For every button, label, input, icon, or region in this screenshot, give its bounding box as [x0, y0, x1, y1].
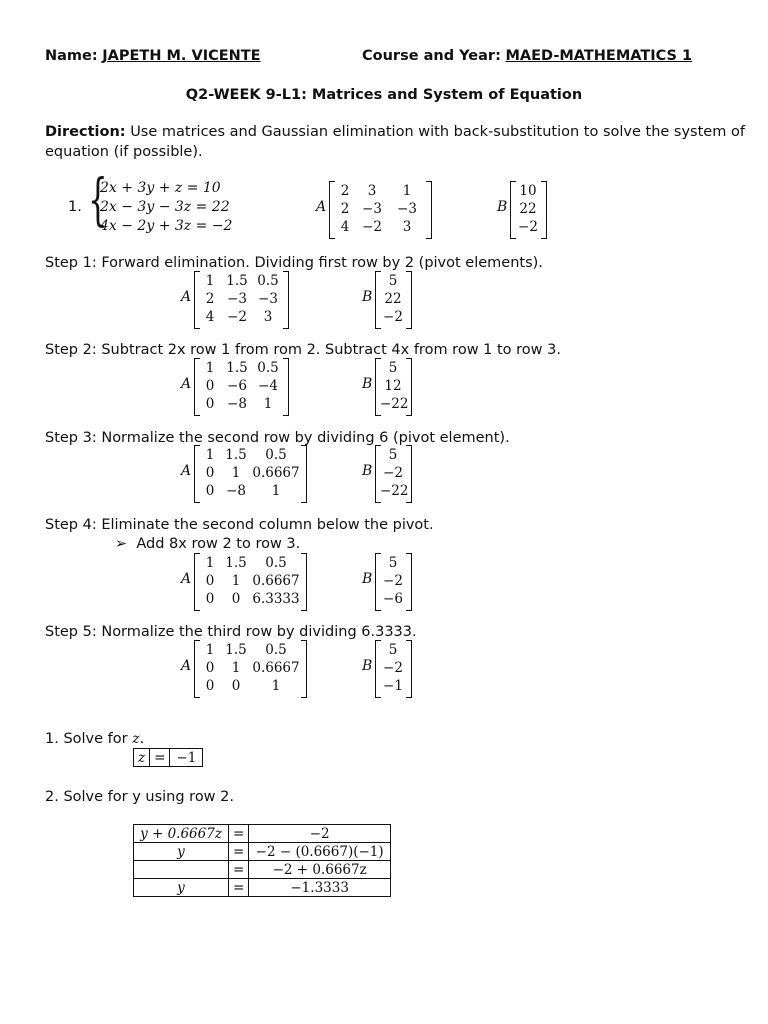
- y-cell: y: [134, 879, 229, 897]
- matrix-cell: 1: [402, 183, 412, 199]
- matrix-label: A: [181, 376, 192, 392]
- matrix-cell: 6.3333: [252, 591, 300, 607]
- direction-label: Direction:: [45, 124, 126, 140]
- matrix-cell: −2: [383, 573, 403, 589]
- matrix-cell: 1: [205, 447, 215, 463]
- solve-z-var: z: [132, 731, 140, 747]
- matrix-cell: −2: [383, 309, 403, 325]
- matrix-cell: 5: [388, 642, 398, 658]
- solve-z-heading: 1. Solve for z.: [45, 731, 145, 747]
- y-cell: =: [229, 861, 249, 879]
- step-3-text: Step 3: Normalize the second row by dividing 6 (pivot element).: [45, 430, 510, 446]
- matrix-cell: −2: [227, 309, 247, 325]
- right-bracket: [541, 181, 547, 239]
- matrix-label: B: [362, 571, 373, 587]
- matrix-cell: 12: [384, 378, 402, 394]
- matrix-label: A: [181, 571, 192, 587]
- direction-text: Use matrices and Gaussian elimination with back-substitution to solve the system of: [130, 124, 745, 140]
- y-cell: −2: [249, 825, 391, 843]
- matrix-cell: 0: [205, 483, 215, 499]
- name-label: Name:: [45, 48, 98, 64]
- matrix-label: A: [181, 289, 192, 305]
- matrix-cell: 1.5: [226, 360, 248, 376]
- direction-line1: [45, 124, 745, 140]
- y-table: [133, 824, 391, 897]
- name-line: [45, 48, 261, 64]
- y-cell: =: [229, 879, 249, 897]
- table-row: [134, 843, 391, 861]
- matrix-cell: 0.5: [265, 642, 287, 658]
- matrix-cell: 0: [205, 660, 215, 676]
- course-label: Course and Year:: [362, 48, 501, 64]
- right-bracket: [301, 640, 307, 698]
- matrix-cell: −3: [362, 201, 382, 217]
- matrix-cell: 1: [205, 642, 215, 658]
- z-table: [133, 748, 203, 767]
- matrix-cell: 1.5: [225, 447, 247, 463]
- matrix-cell: −2: [383, 660, 403, 676]
- matrix-cell: 0: [231, 591, 241, 607]
- step-2-text: Step 2: Subtract 2x row 1 from rom 2. Subtract 4x from row 1 to row 3.: [45, 342, 561, 358]
- matrix-cell: −8: [227, 396, 247, 412]
- equation-system: [88, 168, 248, 239]
- matrix-cell: 10: [519, 183, 537, 199]
- matrix-cell: 1: [231, 465, 241, 481]
- matrix-cell: 0.6667: [252, 573, 300, 589]
- matrix-label: B: [497, 199, 508, 215]
- matrix-cell: 0: [205, 465, 215, 481]
- right-bracket: [426, 181, 432, 239]
- matrix-cell: 1: [263, 396, 273, 412]
- matrix-cell: 0: [205, 678, 215, 694]
- matrix-cell: 2: [340, 201, 350, 217]
- matrix-cell: 1: [271, 678, 281, 694]
- matrix-cell: 2: [205, 291, 215, 307]
- equation-1: 2x + 3y + z = 10: [100, 180, 221, 196]
- name-value: JAPETH M. VICENTE: [102, 48, 261, 64]
- course-line: [362, 48, 692, 64]
- right-bracket: [301, 553, 307, 611]
- matrix-cell: 4: [205, 309, 215, 325]
- y-cell: =: [229, 825, 249, 843]
- matrix-cell: 0: [205, 396, 215, 412]
- z-cell-val: −1: [170, 749, 203, 767]
- right-bracket: [283, 358, 289, 416]
- matrix-cell: 3: [367, 183, 377, 199]
- matrix-cell: 22: [519, 201, 537, 217]
- matrix-cell: 0.5: [257, 273, 279, 289]
- matrix-cell: 0.6667: [252, 660, 300, 676]
- matrix-cell: 1: [231, 660, 241, 676]
- matrix-cell: 3: [402, 219, 412, 235]
- y-cell: [134, 861, 229, 879]
- matrix-cell: 1.5: [226, 273, 248, 289]
- matrix-cell: 0: [231, 678, 241, 694]
- matrix-cell: −2: [518, 219, 538, 235]
- solve-z-text: 1. Solve for: [45, 731, 133, 747]
- table-row: [134, 861, 391, 879]
- matrix-label: B: [362, 463, 373, 479]
- matrix-cell: 0.6667: [252, 465, 300, 481]
- matrix-cell: −6: [227, 378, 247, 394]
- matrix-cell: −1: [383, 678, 403, 694]
- right-bracket: [406, 553, 412, 611]
- right-bracket: [283, 271, 289, 329]
- matrix-cell: 5: [388, 360, 398, 376]
- course-value: MAED-MATHEMATICS 1: [505, 48, 693, 64]
- matrix-cell: 5: [388, 273, 398, 289]
- table-row: [134, 879, 391, 897]
- solve-y-heading: 2. Solve for y using row 2.: [45, 789, 234, 805]
- step-1-text: Step 1: Forward elimination. Dividing first row by 2 (pivot elements).: [45, 255, 543, 271]
- right-bracket: [301, 445, 307, 503]
- right-bracket: [406, 640, 412, 698]
- matrix-label: A: [181, 463, 192, 479]
- y-cell: =: [229, 843, 249, 861]
- matrix-label: B: [362, 658, 373, 674]
- matrix-cell: 2: [340, 183, 350, 199]
- step-4-bullet-text: Add 8x row 2 to row 3.: [136, 536, 301, 552]
- z-cell-var: z: [134, 749, 150, 767]
- matrix-cell: 22: [384, 291, 402, 307]
- table-row: [134, 749, 203, 767]
- matrix-cell: −6: [383, 591, 403, 607]
- matrix-cell: −3: [397, 201, 417, 217]
- y-cell: y + 0.6667z: [134, 825, 229, 843]
- equation-2: 2x − 3y − 3z = 22: [100, 199, 230, 215]
- matrix-cell: 3: [263, 309, 273, 325]
- page-title: Q2-WEEK 9-L1: Matrices and System of Equation: [185, 87, 583, 103]
- matrix-cell: −2: [383, 465, 403, 481]
- matrix-cell: 1.5: [225, 642, 247, 658]
- matrix-cell: −8: [226, 483, 246, 499]
- brace-icon: {: [88, 168, 108, 233]
- matrix-cell: 5: [388, 555, 398, 571]
- matrix-cell: 1: [205, 555, 215, 571]
- matrix-cell: −22: [380, 483, 409, 499]
- z-cell-eq: =: [150, 749, 170, 767]
- arrow-bullet-icon: ➢: [115, 536, 128, 552]
- matrix-cell: 1: [271, 483, 281, 499]
- matrix-cell: 5: [388, 447, 398, 463]
- step-5-text: Step 5: Normalize the third row by dividing 6.3333.: [45, 624, 417, 640]
- matrix-cell: 4: [340, 219, 350, 235]
- matrix-cell: −3: [258, 291, 278, 307]
- problem-number: 1.: [68, 199, 82, 215]
- equation-3: 4x − 2y + 3z = −2: [100, 218, 233, 234]
- matrix-cell: 1.5: [225, 555, 247, 571]
- y-cell: −2 − (0.6667)(−1): [249, 843, 391, 861]
- matrix-cell: 0.5: [257, 360, 279, 376]
- matrix-label: A: [181, 658, 192, 674]
- matrix-label: B: [362, 289, 373, 305]
- matrix-label: B: [362, 376, 373, 392]
- matrix-cell: −2: [362, 219, 382, 235]
- y-cell: −1.3333: [249, 879, 391, 897]
- y-cell: y: [134, 843, 229, 861]
- matrix-cell: −3: [227, 291, 247, 307]
- matrix-cell: 1: [205, 273, 215, 289]
- table-row: [134, 825, 391, 843]
- matrix-cell: 0: [205, 573, 215, 589]
- right-bracket: [406, 271, 412, 329]
- matrix-cell: 0.5: [265, 447, 287, 463]
- matrix-cell: 0: [205, 591, 215, 607]
- matrix-cell: 1: [205, 360, 215, 376]
- y-cell: −2 + 0.6667z: [249, 861, 391, 879]
- direction-line2: equation (if possible).: [45, 144, 203, 160]
- matrix-cell: −22: [380, 396, 409, 412]
- matrix-label: A: [316, 199, 327, 215]
- right-bracket: [406, 445, 412, 503]
- matrix-cell: −4: [258, 378, 278, 394]
- step-4-text: Step 4: Eliminate the second column below the pivot.: [45, 517, 434, 533]
- matrix-cell: 0: [205, 378, 215, 394]
- right-bracket: [406, 358, 412, 416]
- matrix-cell: 1: [231, 573, 241, 589]
- matrix-cell: 0.5: [265, 555, 287, 571]
- step-4-bullet: [115, 536, 300, 552]
